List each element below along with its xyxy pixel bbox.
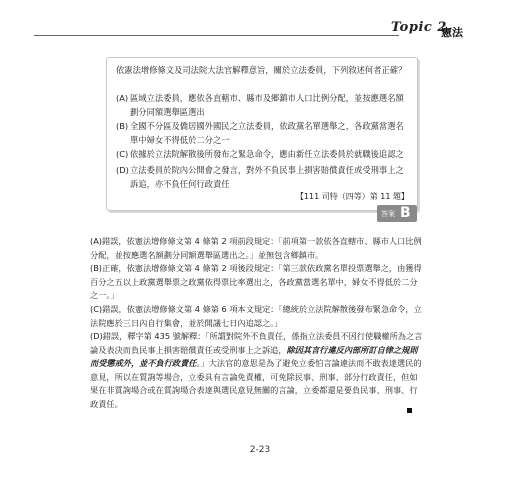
- explanation-c: (C)錯誤，依憲法增修條文第 4 條第 6 項本文規定：「總統於立法院解散後發布緊急命令，立法院應於三日內自行集會，並於開議七日內追認之。」: [90, 304, 422, 328]
- topic-label: Topic 2: [391, 20, 447, 35]
- answer-badge: [377, 205, 417, 222]
- answer-label: 答案: [381, 210, 395, 218]
- question-box: [106, 57, 418, 211]
- explanation-a: (A)錯誤，依憲法增修條文第 4 條第 2 項前段規定：「前項第一款依各直轄市、縣市人口比例分配，並按應選名額劃分同額選舉區選出之。」並無包含鄉鎮市。: [90, 236, 422, 260]
- answer-value: B: [400, 205, 411, 221]
- option-marker: (A): [116, 93, 129, 103]
- explanation-d: [90, 330, 425, 412]
- option-marker: (B): [116, 121, 129, 131]
- page-header: [0, 0, 520, 48]
- option-b: [116, 119, 408, 147]
- option-c: [116, 147, 408, 161]
- question-stem: 依憲法增修條文及司法院大法官解釋意旨，關於立法委員，下列敘述何者正確？: [116, 65, 407, 75]
- question-source: 【111 司特（四等）第 11 題】: [295, 192, 409, 201]
- option-text: 依據於立法院解散後所發布之緊急命令，應由新任立法委員於就職後追認之: [130, 149, 404, 159]
- explanation-d-highlight: 除因其言行違反內部所訂自律之規則而受懲戒外，並不負行政責任: [90, 344, 418, 369]
- option-text: 區域立法委員，應依各直轄市、縣市及鄉鎮市人口比例分配，並按應選名額劃分同額選舉區選出: [130, 93, 404, 117]
- explanation-b: (B)正確，依憲法增修條文第 4 條第 2 項後段規定：「第三款依政黨名單投票選舉之，由獲得百分之五以上政黨選舉票之政黨依得票比率選出之，各政黨當選名單中，婦女不得低於二分之一。」: [90, 263, 422, 301]
- option-marker: (D): [116, 165, 129, 175]
- option-a: [116, 91, 408, 119]
- option-text: 全國不分區及僑居國外國民之立法委員，依政黨名單選舉之，各政黨當選名單中婦女不得低於二分之一: [130, 121, 404, 145]
- page-number: 2-23: [249, 445, 271, 455]
- option-text: 立法委員於院內公開會之發言，對外不負民事上損害賠償責任或受刑事上之訴追，亦不負任何行政責任: [130, 165, 404, 189]
- option-marker: (C): [116, 149, 129, 159]
- option-d: [116, 163, 408, 191]
- explanation-d-part2: 。」大法官的意思是為了避免立委怕言論違法而不敢表達選民的意見，所以在質詢等場合，立委具有言論免責權，可免除民事、刑事、部分行政責任，但如果在非質詢場合或在質詢場合表達與選民意見無關的言論，立委都還是要負民事、刑事、行政責任。: [90, 358, 422, 409]
- end-mark: [407, 408, 412, 413]
- explanation-d-part1: (D)錯誤，釋字第 435 號解釋：「所謂對院外不負責任，係指立法委員不因行使職權所為之言論及表決而負民事上損害賠償責任或受刑事上之訴追，: [90, 331, 423, 355]
- chapter-title: 憲法: [441, 26, 463, 39]
- header-rule: [34, 35, 399, 36]
